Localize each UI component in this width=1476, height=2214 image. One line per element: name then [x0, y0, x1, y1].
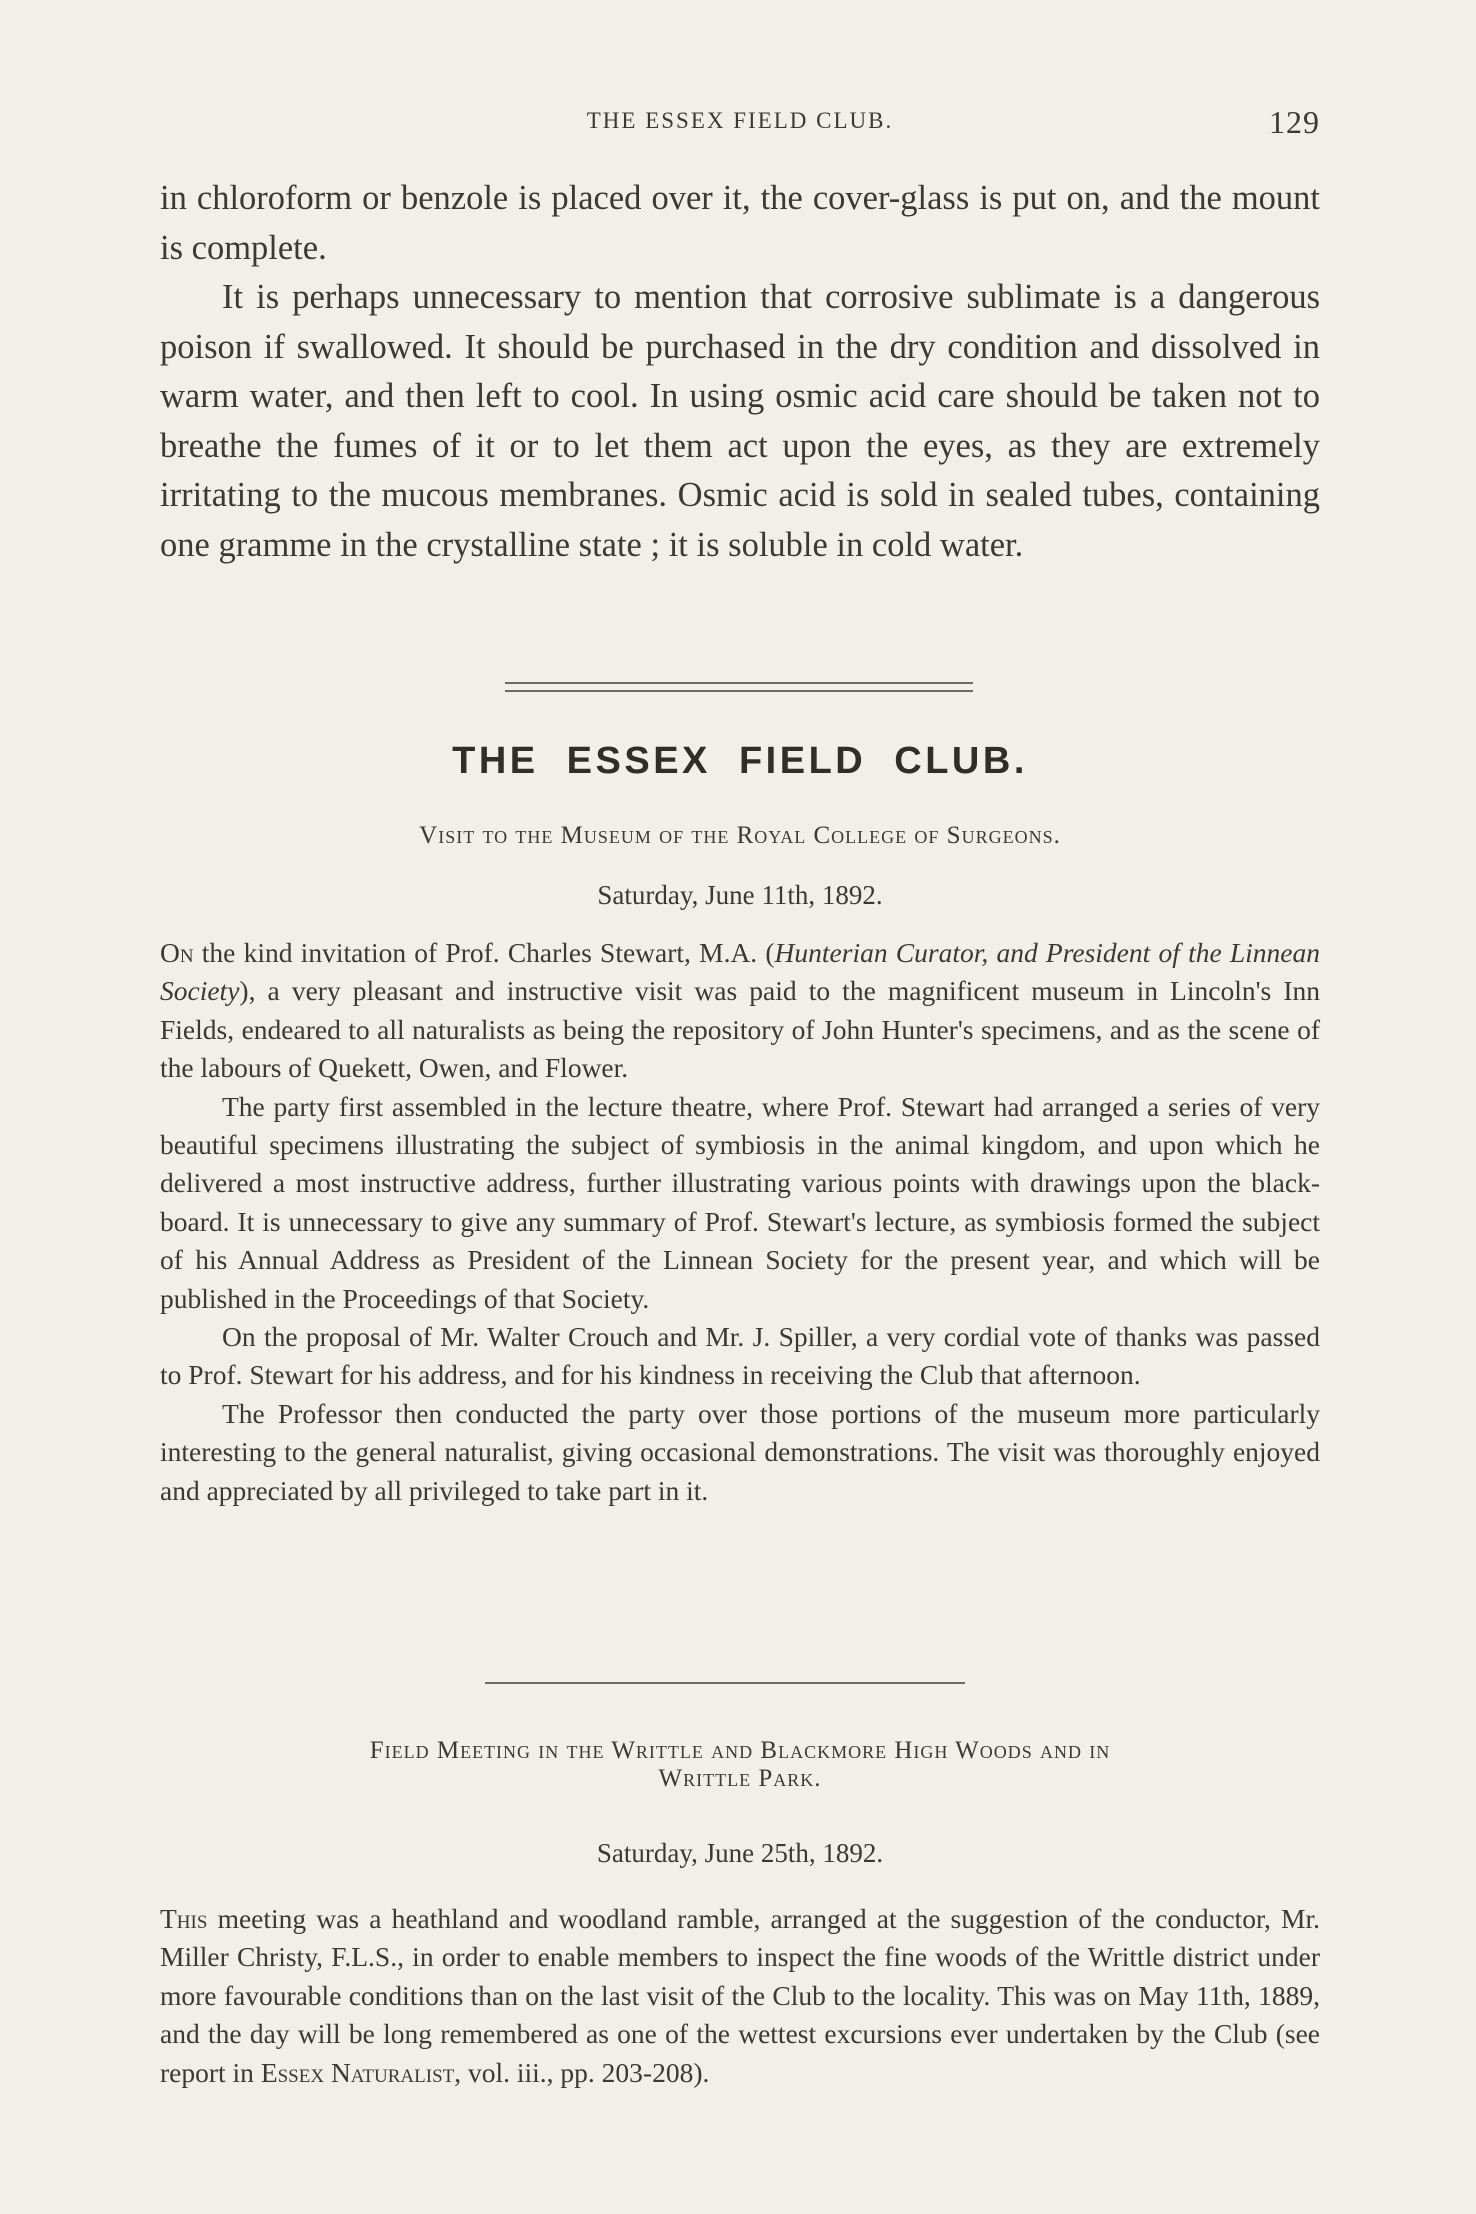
rule-divider — [485, 1682, 965, 1684]
paragraph: On the proposal of Mr. Walter Crouch and Mr. J. Spiller, a very cordial vote of thanks was passed to Prof. Stewart for his address, and for his kindness in receiving the Club that afternoon. — [160, 1321, 1320, 1391]
paragraph: This meeting was a heathland and woodland ramble, arranged at the suggestion of the conductor, Mr. Miller Christy, F.L.S., in order to enable members to inspect the fine woods of the Writtle district under more favourable conditions than on the last visit of the Club to the locality. This was on May 11th, 1889, and the day will be long remembered as one of the wettest excursions ever undertaken by the Club (see report in Essex Naturalist, vol. iii., pp. 203-208). — [160, 1903, 1320, 2088]
meeting-heading — [160, 822, 1320, 850]
meeting-report — [160, 934, 1320, 1510]
meeting-heading-text: Visit to the Museum of the Royal College of Surgeons. — [419, 822, 1061, 849]
journal-title: Essex Naturalist — [260, 2056, 455, 2088]
paragraph: in chloroform or benzole is placed over it, the cover-glass is put on, and the mount is complete. — [160, 179, 1320, 267]
paragraph: The party first assembled in the lecture theatre, where Prof. Stewart had arranged a series of very beautiful specimens illustrating the subject of symbiosis in the animal kingdom, and upon which he delivered a most instructive address, further illustrating various points with drawings upon the black-board. It is unnecessary to give any summary of Prof. Stewart's lecture, as symbiosis formed the subject of his Annual Address as President of the Linnean Society for the present year, and which will be published in the Proceedings of that Society. — [160, 1090, 1320, 1314]
double-rule-divider — [505, 682, 973, 692]
meeting-heading — [160, 1737, 1320, 1793]
lead-word: On — [160, 937, 194, 968]
lead-word: This — [160, 1903, 208, 1934]
italic-text: Hunterian Curator, and President of the Linnean Society — [160, 937, 1321, 1007]
continued-text — [160, 174, 1320, 570]
running-title: THE ESSEX FIELD CLUB. — [586, 108, 894, 133]
paragraph: It is perhaps unnecessary to mention that corrosive sublimate is a dangerous poison if swallowed. It should be purchased in the dry condition and dissolved in warm water, and then left to cool. In using osmic acid care should be taken not to breathe the fumes of it or to let them act upon the eyes, as they are extremely irritating to the mucous membranes. Osmic acid is sold in sealed tubes, containing one gramme in the crystalline state ; it is soluble in cold water. — [160, 278, 1320, 564]
meeting-date: Saturday, June 25th, 1892. — [596, 1838, 884, 1868]
meeting-heading-line: Writtle Park. — [658, 1765, 822, 1792]
paragraph: The Professor then conducted the party over those portions of the museum more particularly interesting to the general naturalist, giving occasional demonstrations. The visit was thoroughly enjoyed and appreciated by all privileged to take part in it. — [160, 1397, 1320, 1506]
meeting-date: Saturday, June 11th, 1892. — [597, 880, 883, 910]
page-number: 129 — [1269, 104, 1320, 140]
meeting-report — [160, 1900, 1320, 2092]
section-title: THE ESSEX FIELD CLUB. — [452, 740, 1028, 782]
paragraph: On the kind invitation of Prof. Charles Stewart, M.A. (Hunterian Curator, and President of the Linnean Society), a very pleasant and instructive visit was paid to the magnificent museum in Lincoln's Inn Fields, endeared to all naturalists as being the repository of John Hunter's specimens, and as the scene of the labours of Quekett, Owen, and Flower. — [160, 937, 1321, 1084]
running-head — [160, 104, 1320, 148]
meeting-heading-line: Field Meeting in the Writtle and Blackmore High Woods and in — [369, 1737, 1111, 1764]
